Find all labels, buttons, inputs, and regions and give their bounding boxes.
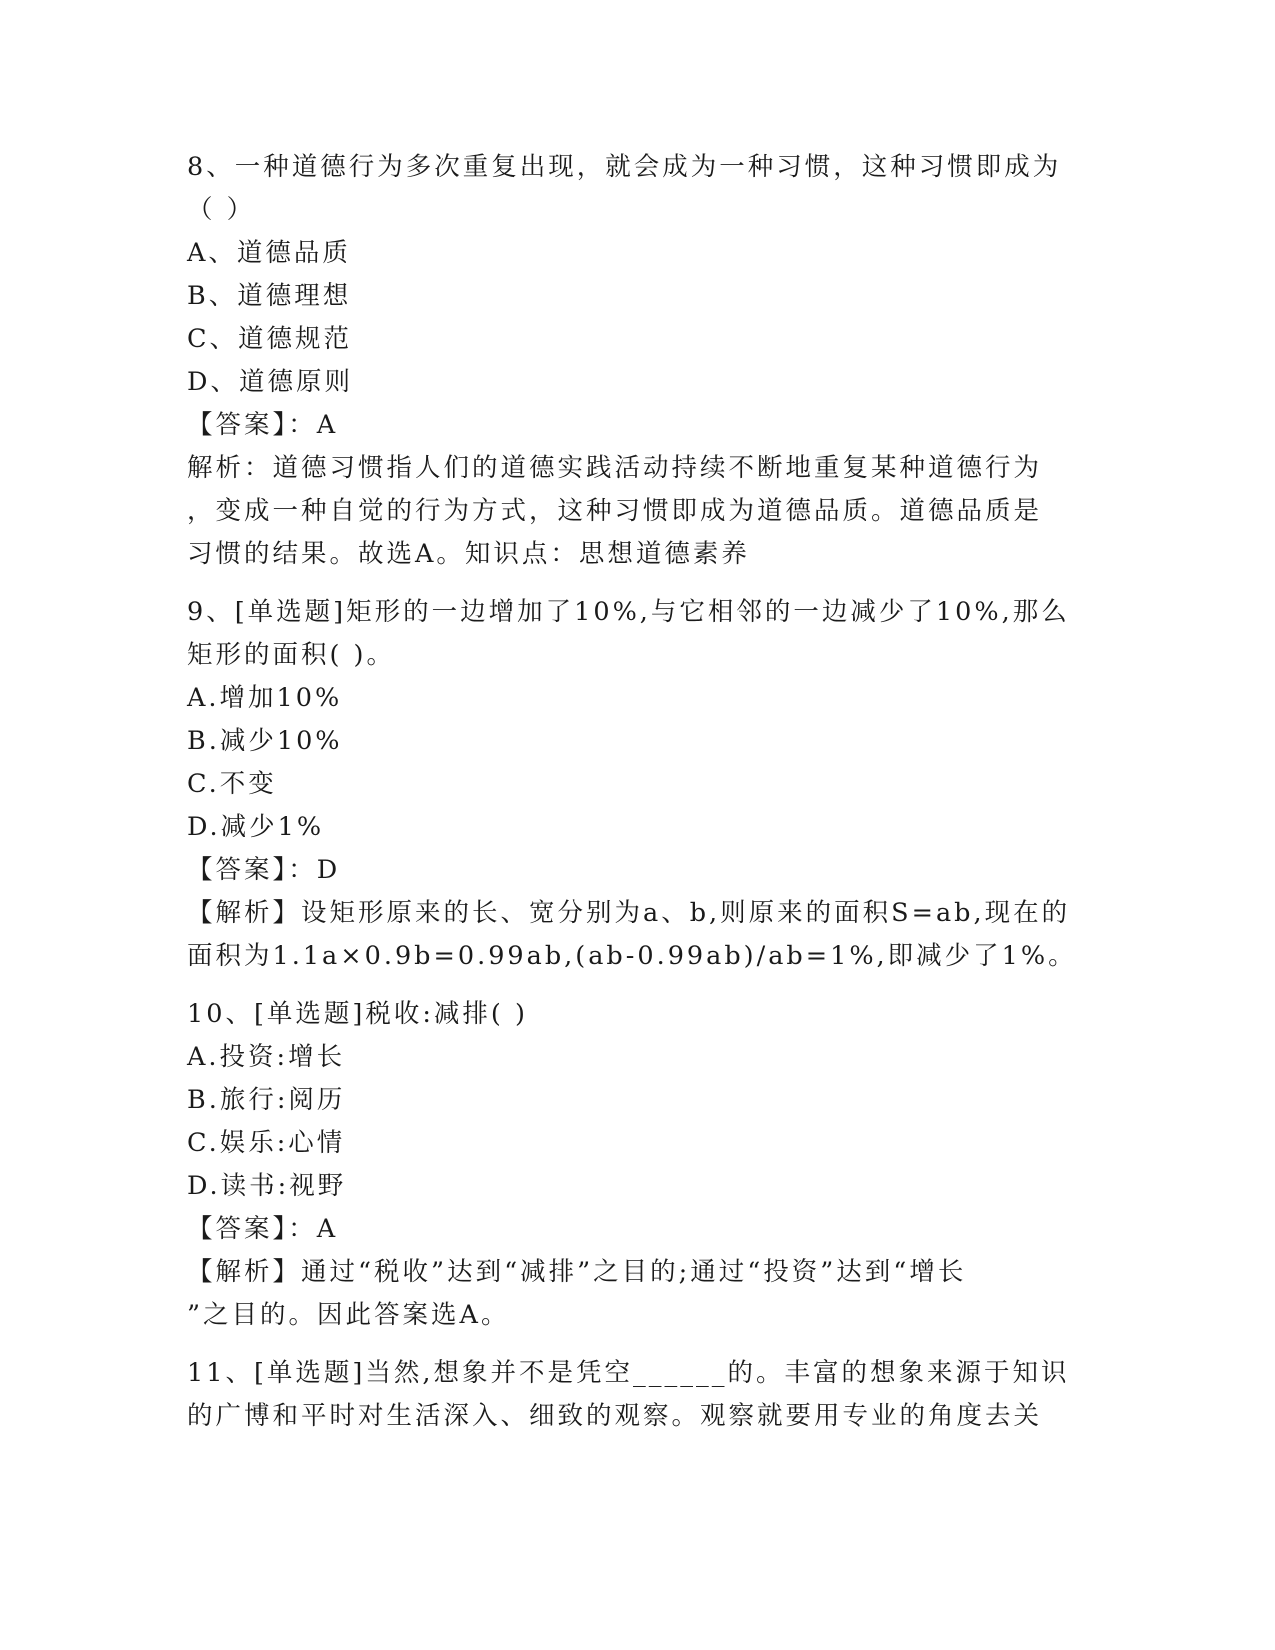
analysis-line: 面积为1.1a×0.9b=0.99ab,(ab-0.99ab)/ab=1%,即减少了1%。 — [187, 941, 1077, 971]
option-c: C、道德规范 — [187, 324, 353, 354]
analysis-line: 习惯的结果。故选A。知识点：思想道德素养 — [187, 539, 750, 569]
question-stem-line: 8、一种道德行为多次重复出现，就会成为一种习惯，这种习惯即成为 — [187, 152, 1062, 182]
question-10 — [187, 993, 1092, 1337]
question-spacer — [187, 1337, 1092, 1352]
question-8 — [187, 146, 1092, 576]
question-9 — [187, 591, 1092, 978]
analysis-line: 【解析】设矩形原来的长、宽分别为a、b,则原来的面积S=ab,现在的 — [187, 898, 1071, 928]
page-content — [187, 146, 1092, 1438]
analysis-line: ”之目的。因此答案选A。 — [187, 1300, 510, 1330]
question-stem-line: 10、[单选题]税收:减排( ) — [187, 999, 528, 1029]
option-c: C.不变 — [187, 769, 277, 799]
option-b: B、道德理想 — [187, 281, 352, 311]
option-d: D、道德原则 — [187, 367, 353, 397]
analysis-line: 【解析】通过“税收”达到“减排”之目的;通过“投资”达到“增长 — [187, 1257, 967, 1287]
answer-line: 【答案】：A — [187, 410, 339, 440]
option-a: A、道德品质 — [187, 238, 351, 268]
option-d: D.读书:视野 — [187, 1171, 347, 1201]
analysis-line: 解析：道德习惯指人们的道德实践活动持续不断地重复某种道德行为 — [187, 453, 1043, 483]
question-stem-line: 的广博和平时对生活深入、细致的观察。观察就要用专业的角度去关 — [187, 1401, 1043, 1431]
question-stem-line: 9、[单选题]矩形的一边增加了10%,与它相邻的一边减少了10%,那么 — [187, 597, 1070, 627]
option-c: C.娱乐:心情 — [187, 1128, 346, 1158]
option-a: A.增加10% — [187, 683, 343, 713]
analysis-line: ，变成一种自觉的行为方式，这种习惯即成为道德品质。道德品质是 — [187, 496, 1043, 526]
question-stem-line: 矩形的面积( )。 — [187, 640, 396, 670]
question-stem-line: （ ） — [187, 195, 256, 225]
answer-line: 【答案】：D — [187, 855, 341, 885]
option-b: B.减少10% — [187, 726, 343, 756]
question-stem-line: 11、[单选题]当然,想象并不是凭空______的。丰富的想象来源于知识 — [187, 1358, 1070, 1388]
question-spacer — [187, 576, 1092, 591]
option-b: B.旅行:阅历 — [187, 1085, 346, 1115]
option-d: D.减少1% — [187, 812, 325, 842]
question-spacer — [187, 978, 1092, 993]
question-11 — [187, 1352, 1092, 1438]
option-a: A.投资:增长 — [187, 1042, 346, 1072]
answer-line: 【答案】：A — [187, 1214, 339, 1244]
